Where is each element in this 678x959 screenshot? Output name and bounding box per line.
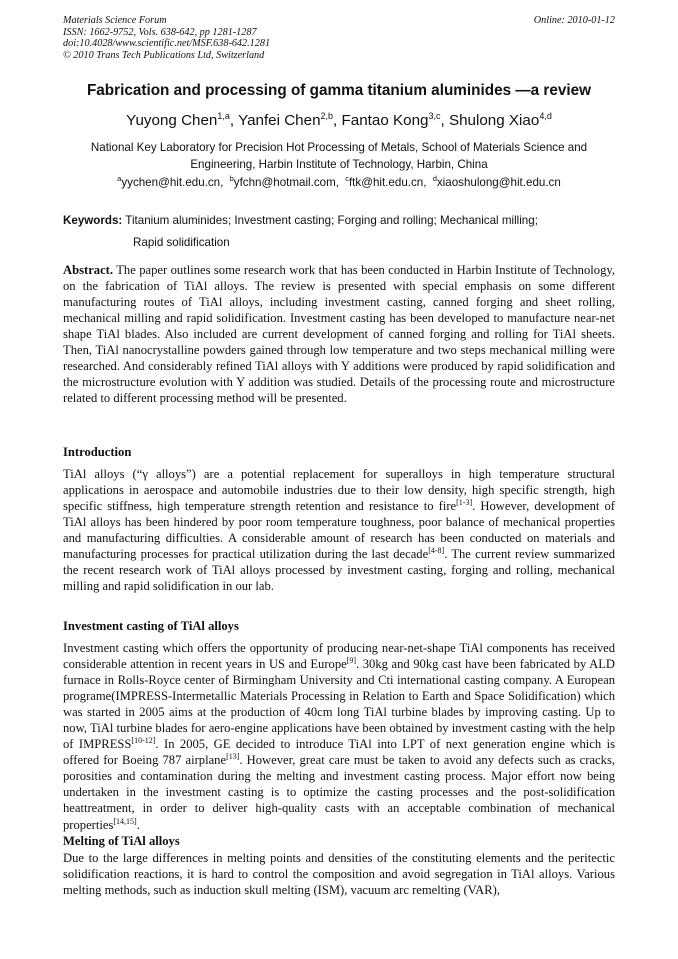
author-name: Fantao Kong [341,112,429,129]
citation-ref: [1-3] [456,498,473,508]
author-affil-mark: 1,a [217,111,230,121]
citation-ref: [4-8] [428,546,445,556]
email-list [40,176,638,189]
email-address: yychen@hit.edu.cn, [121,176,224,189]
author-name: Yuyong Chen [126,112,218,129]
author-affil-mark: 2,b [320,111,334,121]
introduction-heading: Introduction [63,445,132,459]
email-mark: b [229,174,234,183]
text-run: . The current review summarized the recent research work of TiAl alloys processed by investment casting, forging and rolling, mechanical milling and rapid solidification in our lab. [63,547,615,594]
text-run: . [136,817,140,832]
author-separator: , [333,112,342,129]
text-run: TiAl alloys (“γ alloys”) are a potential replacement for superalloys in high temperature structural applications in aerospace and automobile industries due to their low density, high specific strength, high specific stiffness, high temperature strength retention and resistance to fire [63,467,615,514]
email-mark: a [117,174,122,183]
author-name: Yanfei Chen [238,112,321,129]
affiliation: National Key Laboratory for Precision Hot Processing of Metals, School of Materials Science and Engineering, Harbin Institute of Technology, Harbin, China [90,141,588,171]
online-date: Online: 2010-01-12 [533,15,615,26]
citation-ref: [9] [346,656,357,666]
author-affil-mark: 4,d [539,111,552,121]
keywords-line-2: Rapid solidification [133,236,230,249]
melting-paragraph: Due to the large differences in melting points and densities of the constituting elements and the peritectic solidification reactions, it is hard to control the composition and avoid segregation in TiAl alloys. Various melting methods, such as induction skull melting (ISM), vacuum arc remelting (VAR), [63,851,615,898]
abstract-label: Abstract. [63,263,114,277]
email-mark: c [345,174,349,183]
abstract-text: The paper outlines some research work that has been conducted in Harbin Institute of Technology, on the fabrication of TiAl alloys. The review is presented with special emphasis on some different manufacturing routes of TiAl alloys, including investment casting, canned forging and sheet rolling, mechanical milling and rapid solidification. Investment casting has been developed to manufacture near-net shape TiAl blades. Also included are current development of canned forging and rolling for TiAl sheets. Then, TiAl nanocrystalline powders gained through low temperature and two steps mechanical milling were researched. And considerably refined TiAl alloys with Y additions were produced by rapid solidification and the microstructure evolution with Y addition was studied. Details of the processing route and microstructure related to different processing method will be presented. [63,263,615,406]
copyright-line: © 2010 Trans Tech Publications Ltd, Switzerland [63,49,265,61]
email-address: ftk@hit.edu.cn, [348,176,427,189]
author-separator: , [229,112,239,129]
abstract-paragraph [63,262,615,406]
citation-ref: [14,15] [113,816,137,826]
text-run: . In 2005, GE decided to introduce TiAl into LPT of next generation engine which is offered for Boeing 787 airplane [63,737,615,768]
doi-line: doi:10.4028/www.scientific.net/MSF.638-642.1281 [63,38,271,50]
email-mark: d [432,174,437,183]
author-separator: , [440,112,449,129]
melting-heading: Melting of TiAl alloys [63,834,180,848]
text-run: Investment casting which offers the opportunity of producing near-net-shape TiAl components has received considerable attention in recent years in US and Europe [63,641,615,672]
author-name: Shulong Xiao [448,112,540,129]
author-affil-mark: 3,c [428,111,441,121]
keywords-label: Keywords: [63,214,123,227]
citation-ref: [13] [226,752,240,762]
keywords-line-1: Titanium aluminides; Investment casting; Forging and rolling; Mechanical milling; [125,214,538,227]
text-run: . However, great care must be taken to avoid any defects such as cracks, porosities and contamination during the melting and investment casting process. Major effort now being undertaken in the investment casting is to optimize the casting processes and the post-solidification heattreatment, in order to deliver high-quality casts with an acceptable combination of mechanical properties [63,753,615,832]
text-run: . However, development of TiAl alloys has been hindered by poor room temperature toughness, poor balance of mechanical properties and manufacturing difficulties. A considerable amount of research has been conducted on materials and manufacturing processes for practical utilization during the last decade [63,499,615,562]
issn-line: ISSN: 1662-9752, Vols. 638-642, pp 1281-1287 [63,26,257,38]
keywords-block [63,210,623,254]
email-address: xiaoshulong@hit.edu.cn [436,176,561,189]
text-run: . 30kg and 90kg cast have been fabricated by ALD furnace in Rolls-Royce center of Birmingham University and Cti international casting company. A European programe(IMPRESS-Intermetallic Materials Processing in Relation to Earth and Space Solidification) which was started in 2005 aims at the production of 40cm long TiAl turbine blades by improving casting. Up to now, TiAl turbine blades for aero-engine applications have been obtained by investment casting with the help of IMPRESS [63,657,615,752]
author-list [40,112,638,129]
journal-name: Materials Science Forum [63,15,167,26]
investment-casting-heading: Investment casting of TiAl alloys [63,619,239,633]
citation-ref: [10-12] [131,736,156,746]
email-address: yfchn@hotmail.com, [233,176,339,189]
investment-casting-paragraph [63,640,615,833]
introduction-paragraph [63,466,615,594]
paper-title: Fabrication and processing of gamma titanium aluminides —a review [86,82,592,99]
journal-header [63,15,270,61]
